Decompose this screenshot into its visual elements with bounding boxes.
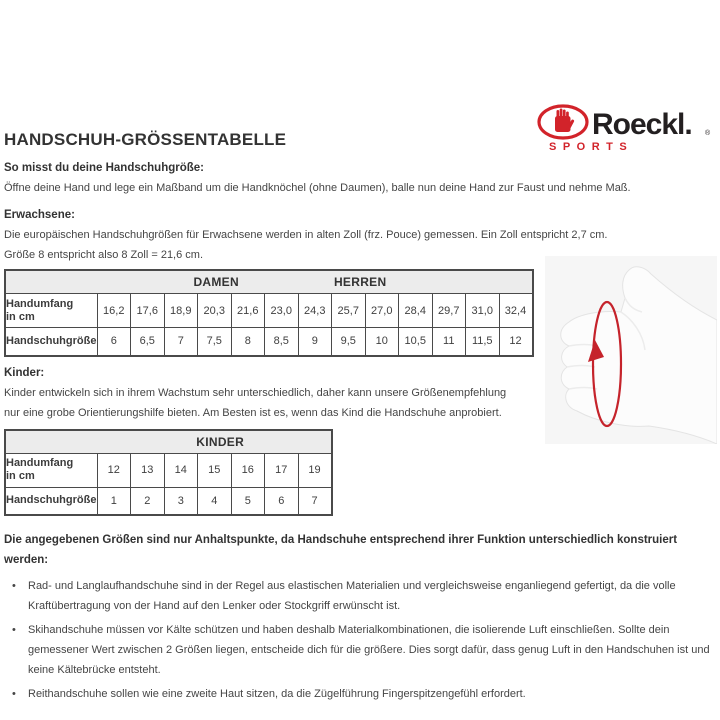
size-cell: 3 [164, 487, 198, 515]
page-title: HANDSCHUH-GRÖSSENTABELLE [4, 130, 287, 149]
roeckl-logo-graphic [536, 102, 716, 152]
size-cell: 20,3 [198, 294, 232, 328]
size-cell: 7 [164, 328, 198, 356]
kids-text-line2: nur eine grobe Orientierungshilfe bieten. Am Besten ist es, wenn das Kind die Handschuhe anprobiert. [4, 406, 502, 419]
measure-text: Öffne deine Hand und lege ein Maßband um die Handknöchel (ohne Daumen), balle nun deine Hand zur Faust und nehme Maß. [4, 182, 631, 194]
row-label-line2: in cm [6, 310, 35, 323]
kids-text-line1: Kinder entwickeln sich in ihrem Wachstum sehr unterschiedlich, daher kann unsere Größenempfehlung [4, 386, 507, 399]
brand-wordmark: Roeckl. [592, 108, 692, 141]
size-cell: 9 [298, 328, 332, 356]
herren-group-header: HERREN [333, 275, 387, 289]
kids-size-table [4, 429, 333, 517]
size-cell: 15 [198, 453, 232, 487]
bullet-icon: • [12, 688, 16, 700]
size-cell: 21,6 [231, 294, 265, 328]
adults-size-table [4, 269, 534, 357]
kids-handumfang-row [5, 453, 332, 487]
size-cell: 6 [265, 487, 299, 515]
size-cell: 10 [365, 328, 399, 356]
adults-text-line1: Die europäischen Handschuhgrößen für Erwachsene werden in alten Zoll (frz. Pouce) gemessen. Ein Zoll entspricht 2,7 cm. [4, 229, 608, 241]
row-label-handumfang [5, 294, 97, 328]
size-cell: 7,5 [198, 328, 232, 356]
kinder-group-header: KINDER [196, 434, 245, 449]
row-label-line1: Handumfang [6, 297, 74, 310]
kids-groesse-row [5, 487, 332, 515]
size-cell: 28,4 [399, 294, 433, 328]
brand-subtitle: SPORTS [549, 141, 634, 152]
damen-group-header: DAMEN [193, 275, 239, 289]
size-cell: 1 [97, 487, 131, 515]
size-cell: 8 [231, 328, 265, 356]
adults-heading: Erwachsene: [4, 209, 75, 221]
bullet-icon: • [12, 580, 16, 592]
size-cell: 12 [97, 453, 131, 487]
size-cell: 18,9 [164, 294, 198, 328]
note-text: Reithandschuhe sollen wie eine zweite Haut sitzen, da die Zügelführung Fingerspitzengefühl erfordert. [28, 688, 526, 700]
size-cell: 6,5 [131, 328, 165, 356]
size-cell: 9,5 [332, 328, 366, 356]
kids-group-header-cell [5, 430, 332, 454]
size-cell: 17,6 [131, 294, 165, 328]
size-cell: 2 [131, 487, 165, 515]
size-cell: 11 [432, 328, 466, 356]
size-cell: 17 [265, 453, 299, 487]
size-cell: 16,2 [97, 294, 131, 328]
row-label-line2: in cm [6, 470, 35, 482]
page-header [4, 104, 716, 150]
adults-group-header-cell [5, 270, 533, 294]
adults-groesse-row [5, 328, 533, 356]
row-label-handschuhgroesse: Handschuhgröße [5, 328, 97, 356]
adults-group-header-row [5, 270, 533, 294]
adults-text-line2: Größe 8 entspricht also 8 Zoll = 21,6 cm. [4, 249, 204, 261]
size-cell: 14 [164, 453, 198, 487]
row-label-handschuhgroesse: Handschuhgröße [5, 487, 97, 515]
size-cell: 12 [499, 328, 533, 356]
size-cell: 24,3 [298, 294, 332, 328]
size-cell: 23,0 [265, 294, 299, 328]
size-cell: 6 [97, 328, 131, 356]
size-cell: 5 [231, 487, 265, 515]
hand-graphic [545, 256, 717, 444]
registered-mark: ® [705, 130, 711, 137]
adults-handumfang-row [5, 294, 533, 328]
size-cell: 4 [198, 487, 232, 515]
size-cell: 27,0 [365, 294, 399, 328]
list-item [4, 576, 716, 616]
note-text: Skihandschuhe müssen vor Kälte schützen und haben deshalb Materialkombinationen, die isolierende Luft einschließen. Sollte dein gemessener Wert zwischen 2 Größen liegen, entscheide dich für die größere. Dies sorgt dafür, dass genug Luft in den Handschuhen ist und keine Kältebrücke entsteht. [28, 624, 710, 676]
size-cell: 11,5 [466, 328, 500, 356]
notes-heading: Die angegebenen Größen sind nur Anhaltspunkte, da Handschuhe entsprechend ihrer Funktion unterschiedlich konstruiert werden: [4, 534, 678, 566]
size-cell: 25,7 [332, 294, 366, 328]
measure-heading: So misst du deine Handschuhgröße: [4, 162, 204, 174]
size-cell: 13 [131, 453, 165, 487]
size-cell: 10,5 [399, 328, 433, 356]
brand-logo [536, 102, 716, 152]
list-item [4, 684, 716, 704]
size-cell: 19 [298, 453, 332, 487]
size-cell: 16 [231, 453, 265, 487]
size-cell: 29,7 [432, 294, 466, 328]
row-label-handumfang [5, 453, 97, 487]
size-cell: 8,5 [265, 328, 299, 356]
row-label-line1: Handumfang [6, 457, 74, 469]
note-text: Rad- und Langlaufhandschuhe sind in der Regel aus elastischen Materialien und vergleichsweise enganliegend gefertigt, da die volle Kraftübertragung von der Hand auf den Lenker oder Stockgriff erwünscht ist. [28, 580, 676, 612]
kids-group-header-row [5, 430, 332, 454]
kids-heading: Kinder: [4, 366, 45, 379]
hand-measure-image [545, 256, 717, 444]
size-cell: 32,4 [499, 294, 533, 328]
roeckl-hand-icon [539, 106, 587, 138]
size-cell: 7 [298, 487, 332, 515]
size-cell: 31,0 [466, 294, 500, 328]
notes-list [4, 576, 716, 704]
bullet-icon: • [12, 624, 16, 636]
list-item [4, 620, 716, 680]
